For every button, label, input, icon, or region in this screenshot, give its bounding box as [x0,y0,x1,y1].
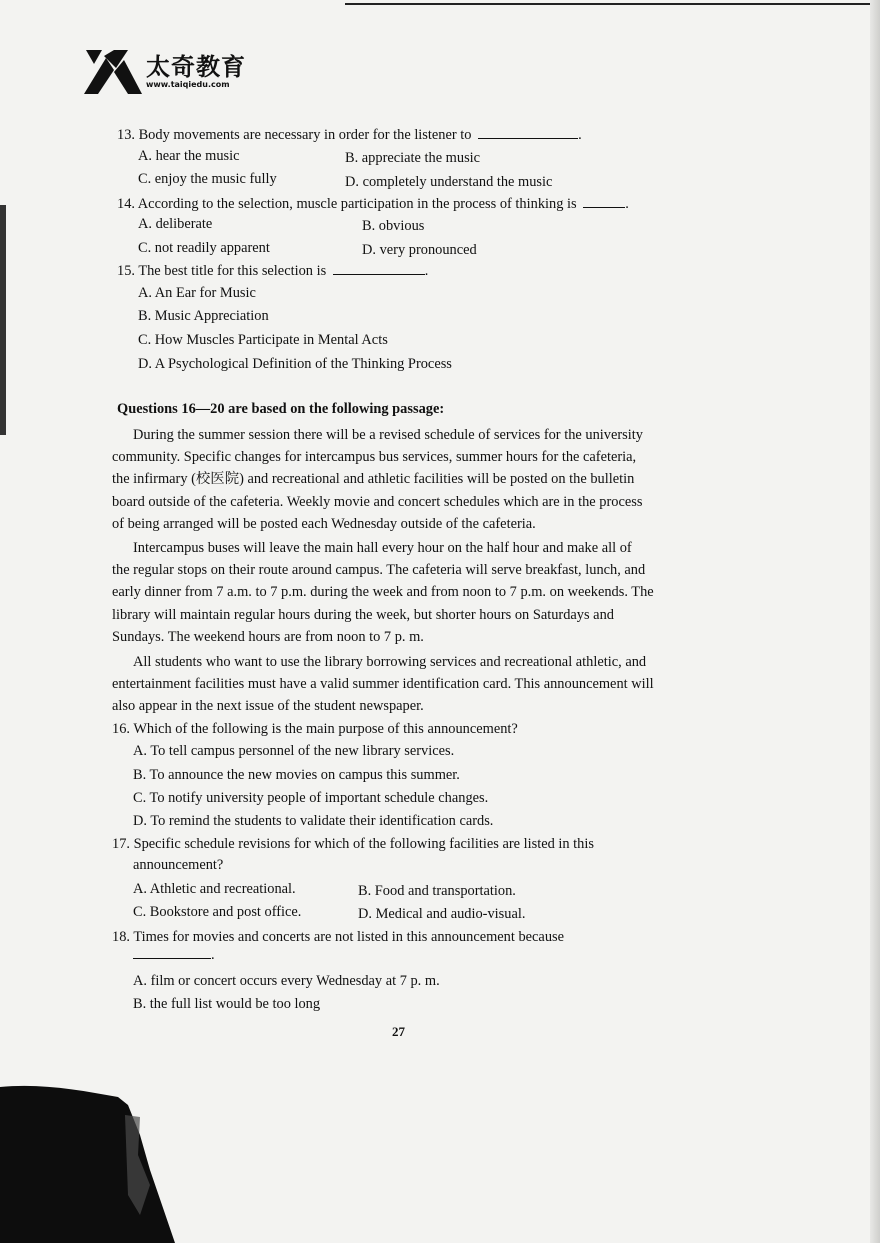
page-number: 27 [392,1024,405,1039]
question-18-stem: 18. Times for movies and concerts are not listed in this announcement because [112,929,565,945]
answer-blank [333,262,425,275]
scan-corner-shadow [0,1075,175,1243]
option-14b: B. obvious [362,218,425,234]
passage-line: During the summer session there will be a revised schedule of services for the university [133,427,643,443]
logo [84,50,246,94]
question-17-stem: 17. Specific schedule revisions for which of the following facilities are listed in this [112,836,594,852]
answer-blank [133,946,211,959]
passage-line: community. Specific changes for intercampus bus services, summer hours for the cafeteria, [112,449,637,465]
option-13a: A. hear the music [138,148,240,164]
passage-line: of being arranged will be posted each Wednesday outside of the cafeteria. [112,516,536,532]
scan-right-edge [870,0,880,1243]
option-17a: A. Athletic and recreational. [133,881,296,897]
option-13d: D. completely understand the music [345,174,553,190]
answer-blank [478,126,578,139]
question-13-stem: 13. Body movements are necessary in order for the listener to . [117,127,582,143]
passage-line: board outside of the cafeteria. Weekly movie and concert schedules which are in the process [112,494,643,510]
question-17-stem-continued: announcement? [133,857,224,873]
passage-line: early dinner from 7 a.m. to 7 p.m. during the week and from noon to 7 p.m. on weekends. The [112,584,654,600]
option-17d: D. Medical and audio-visual. [358,906,526,922]
option-15d: D. A Psychological Definition of the Thinking Process [138,356,452,372]
option-13b: B. appreciate the music [345,150,481,166]
question-16-stem: 16. Which of the following is the main purpose of this announcement? [112,721,518,737]
option-15a: A. An Ear for Music [138,285,256,301]
passage-line: entertainment facilities must have a valid summer identification card. This announcement will [112,676,654,692]
answer-blank [583,195,625,208]
option-14c: C. not readily apparent [138,240,270,256]
option-17b: B. Food and transportation. [358,883,516,899]
option-16b: B. To announce the new movies on campus this summer. [133,767,460,783]
passage-line: also appear in the next issue of the student newspaper. [112,698,424,714]
option-18a: A. film or concert occurs every Wednesday at 7 p. m. [133,973,440,989]
logo-mark-icon [84,50,142,94]
option-13c: C. enjoy the music fully [138,171,277,187]
passage-line: the regular stops on their route around campus. The cafeteria will serve breakfast, lunch, and [112,562,646,578]
option-18b: B. the full list would be too long [133,996,321,1012]
option-15c: C. How Muscles Participate in Mental Acts [138,332,388,348]
passage-heading: Questions 16—20 are based on the following passage: [117,401,445,417]
scan-left-mark [0,205,6,435]
passage-line: the infirmary (校医院) and recreational and athletic facilities will be posted on the bulletin [112,471,635,487]
question-15-stem: 15. The best title for this selection is . [117,263,429,279]
option-14d: D. very pronounced [362,242,477,258]
passage-line: Sundays. The weekend hours are from noon to 7 p. m. [112,629,424,645]
option-14a: A. deliberate [138,216,213,232]
option-15b: B. Music Appreciation [138,308,269,324]
scan-border-line [345,3,880,5]
passage-line: library will maintain regular hours during the week, but shorter hours on Saturdays and [112,607,614,623]
passage-line: Intercampus buses will leave the main hall every hour on the half hour and make all of [133,540,632,556]
question-18-blank: . [133,946,215,964]
question-14-stem: 14. According to the selection, muscle participation in the process of thinking is . [117,196,629,212]
option-17c: C. Bookstore and post office. [133,904,302,920]
option-16c: C. To notify university people of important schedule changes. [133,790,489,806]
option-16d: D. To remind the students to validate their identification cards. [133,813,494,829]
logo-chinese-name: 太奇教育 [146,53,246,81]
logo-url: www.taiqiedu.com [146,80,230,89]
option-16a: A. To tell campus personnel of the new library services. [133,743,455,759]
passage-line: All students who want to use the library borrowing services and recreational athletic, and [133,654,647,670]
